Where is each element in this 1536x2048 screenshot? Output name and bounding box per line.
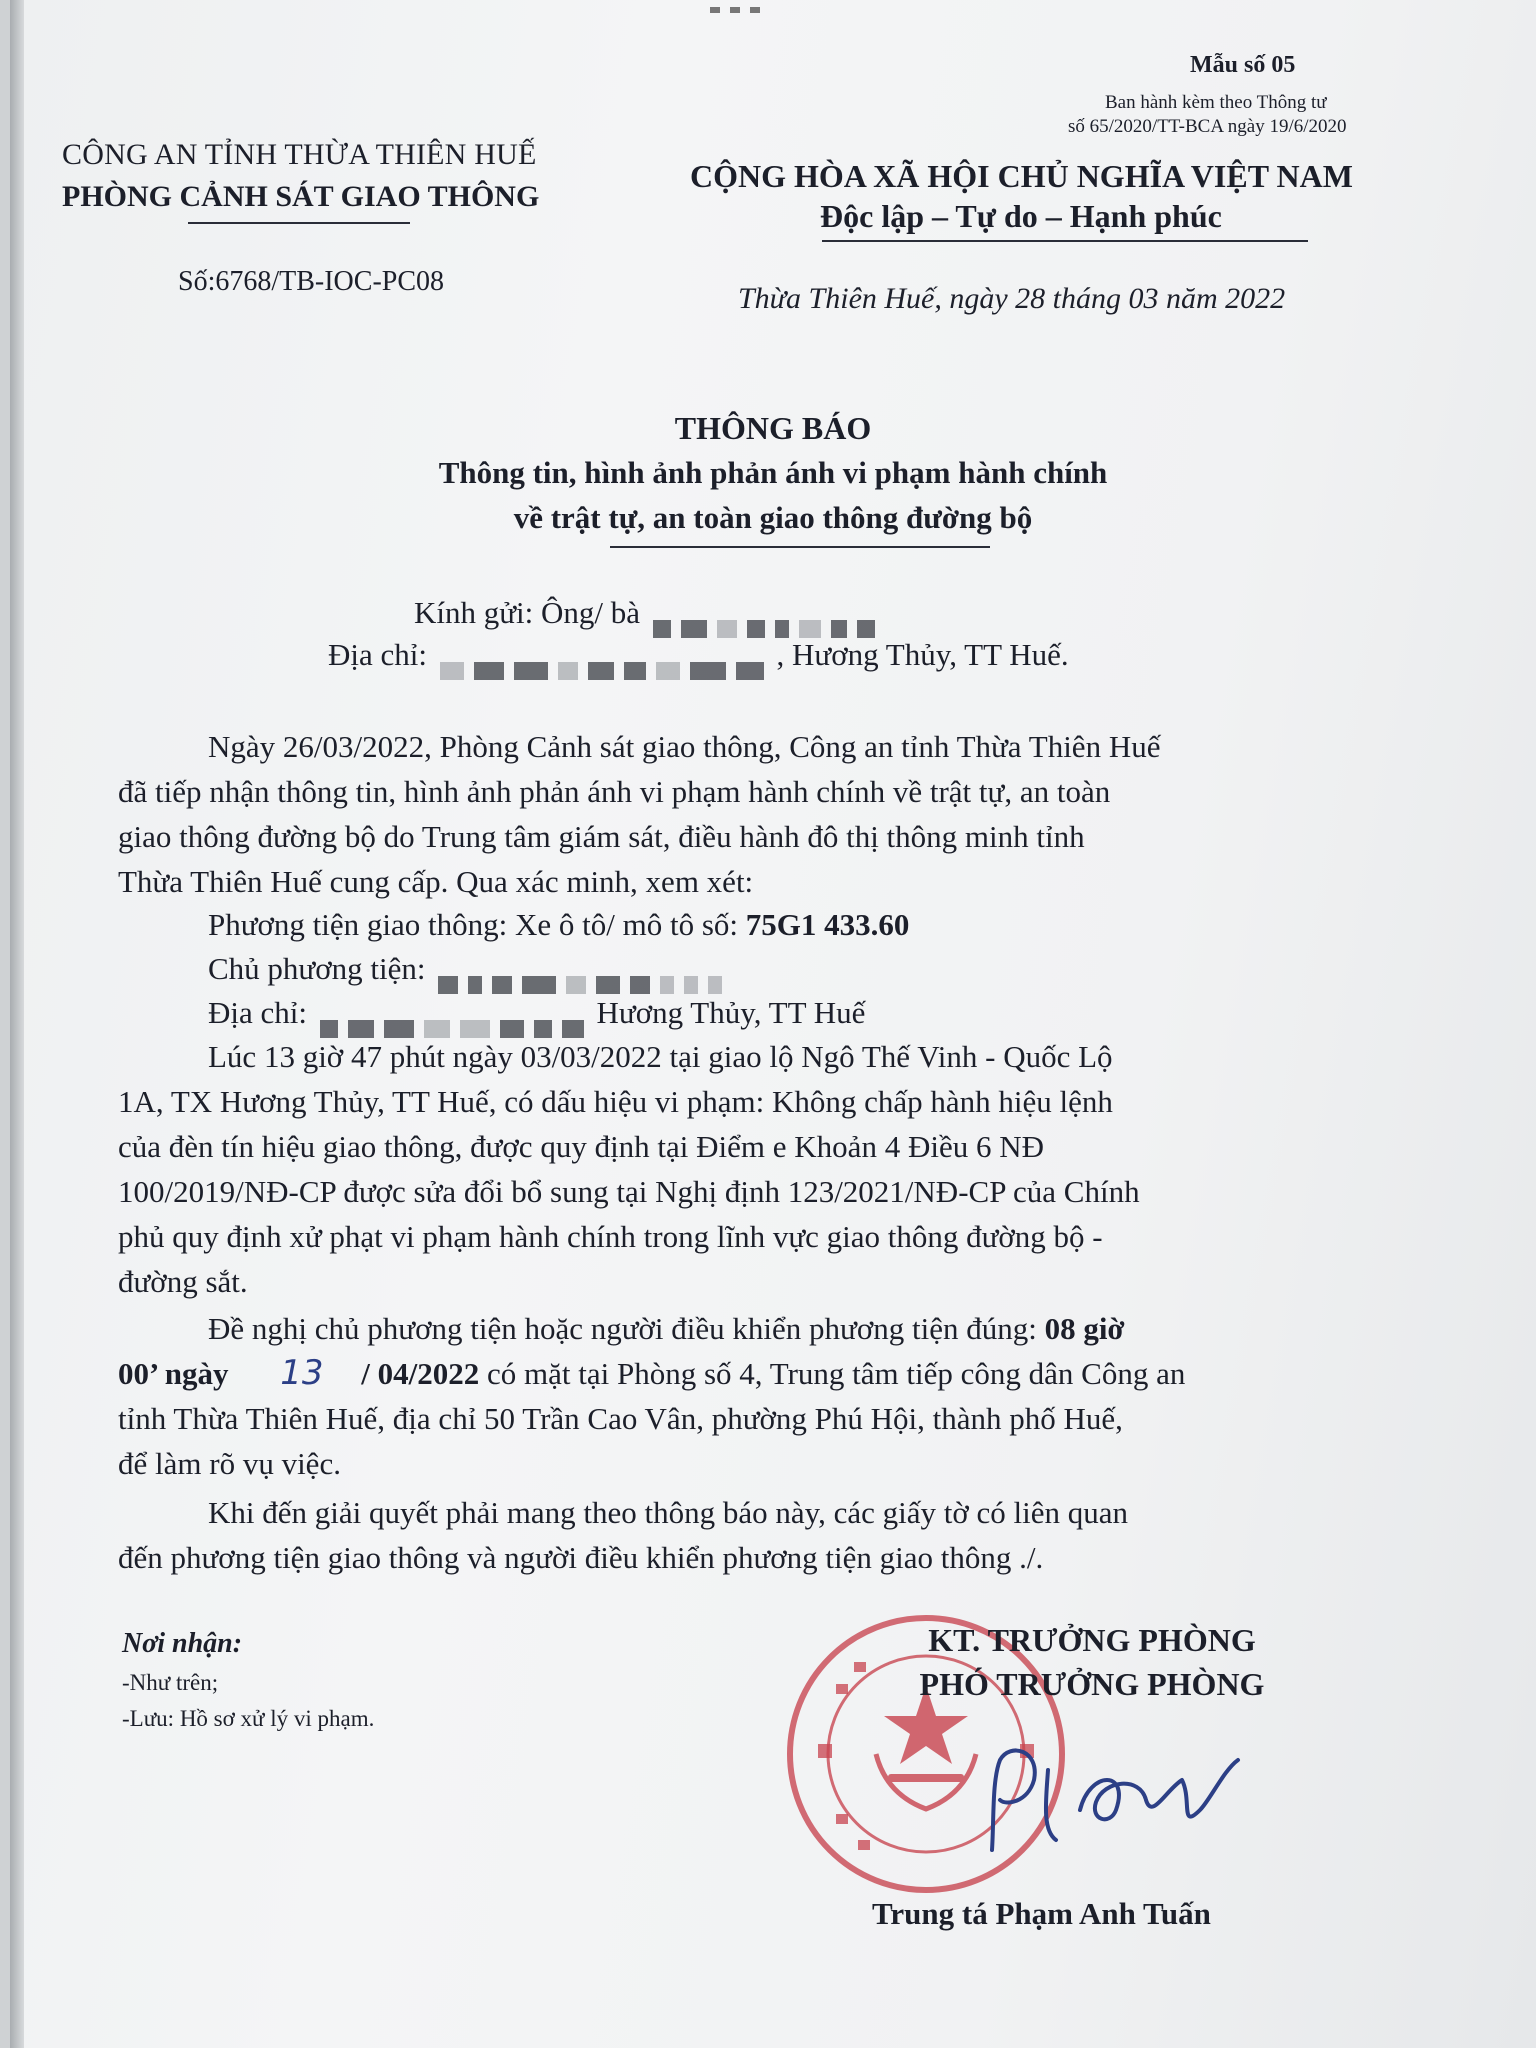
para4-line2: đến phương tiện giao thông và người điều khiển phương tiện giao thông ./.: [118, 1540, 1044, 1575]
para3-line2: [118, 1351, 1185, 1396]
document-subtitle-1: Thông tin, hình ảnh phản ánh vi phạm hành chính: [438, 455, 1108, 490]
para1-line4: Thừa Thiên Huế cung cấp. Qua xác minh, xem xét:: [118, 864, 754, 899]
agency-line1: CÔNG AN TỈNH THỪA THIÊN HUẾ: [62, 138, 537, 171]
handwritten-signature: [970, 1740, 1270, 1880]
agency-underline: [188, 222, 410, 224]
recipients-title: Nơi nhận:: [122, 1628, 243, 1659]
para3-line4: để làm rõ vụ việc.: [118, 1446, 341, 1481]
place-and-date: Thừa Thiên Huế, ngày 28 tháng 03 năm 2022: [738, 282, 1286, 315]
nation-title: CỘNG HÒA XÃ HỘI CHỦ NGHĨA VIỆT NAM: [690, 158, 1353, 194]
recipient-label: Kính gửi: Ông/ bà: [414, 595, 641, 630]
recipients-line2: -Lưu: Hồ sơ xử lý vi phạm.: [122, 1706, 375, 1731]
para3-line3: tỉnh Thừa Thiên Huế, địa chỉ 50 Trần Cao Vân, phường Phú Hội, thành phố Huế,: [118, 1401, 1123, 1436]
owner-address-row: [208, 990, 865, 1035]
motto-underline: [822, 240, 1308, 242]
signer-name: Trung tá Phạm Anh Tuấn: [872, 1896, 1211, 1931]
para1-line2: đã tiếp nhận thông tin, hình ảnh phản ánh vi phạm hành chính về trật tự, an toàn: [118, 774, 1111, 809]
agency-line2: PHÒNG CẢNH SÁT GIAO THÔNG: [62, 180, 540, 213]
para2-line4: 100/2019/NĐ-CP được sửa đổi bổ sung tại Nghị định 123/2021/NĐ-CP của Chính: [118, 1174, 1140, 1209]
appointment-time: 08 giờ: [1044, 1311, 1125, 1346]
owner-label: Chủ phương tiện:: [208, 951, 426, 986]
owner-address-suffix: Hương Thủy, TT Huế: [596, 995, 866, 1030]
owner-row: [208, 946, 727, 991]
recipient-name-row: [414, 590, 880, 635]
redacted-address: [435, 645, 769, 671]
signature-title-1: KT. TRƯỞNG PHÒNG: [928, 1622, 1256, 1658]
appointment-month-year: / 04/2022: [361, 1356, 480, 1391]
document-page: [10, 0, 1536, 2048]
top-punch-marks: [710, 0, 790, 8]
form-issued-line1: Ban hành kèm theo Thông tư: [1105, 92, 1327, 113]
vehicle-plate: 75G1 433.60: [745, 907, 910, 942]
para3-line1-text: Đề nghị chủ phương tiện hoặc người điều khiển phương tiện đúng:: [208, 1311, 1037, 1346]
para2-line6: đường sắt.: [118, 1264, 248, 1299]
para1-line1: Ngày 26/03/2022, Phòng Cảnh sát giao thông, Công an tỉnh Thừa Thiên Huế: [208, 729, 1161, 764]
redacted-name: [648, 603, 880, 629]
appointment-minutes-day: 00’ ngày: [118, 1356, 229, 1391]
document-number: Số:6768/TB-IOC-PC08: [178, 266, 445, 297]
recipient-address-label: Địa chỉ:: [328, 637, 427, 672]
para4-line1: Khi đến giải quyết phải mang theo thông báo này, các giấy tờ có liên quan: [208, 1495, 1129, 1530]
para2-line1: Lúc 13 giờ 47 phút ngày 03/03/2022 tại giao lộ Ngô Thế Vinh - Quốc Lộ: [208, 1039, 1113, 1074]
para2-line5: phủ quy định xử phạt vi phạm hành chính trong lĩnh vực giao thông đường bộ -: [118, 1219, 1103, 1254]
para1-line3: giao thông đường bộ do Trung tâm giám sát, điều hành đô thị thông minh tỉnh: [118, 819, 1085, 854]
form-issued-line2: số 65/2020/TT-BCA ngày 19/6/2020: [1068, 116, 1347, 137]
para2-line2: 1A, TX Hương Thủy, TT Huế, có dấu hiệu vi phạm: Không chấp hành hiệu lệnh: [118, 1084, 1113, 1119]
handwritten-day: 13: [280, 1353, 324, 1393]
vehicle-label: Phương tiện giao thông: Xe ô tô/ mô tô số:: [208, 907, 739, 942]
document-subtitle-2: về trật tự, an toàn giao thông đường bộ: [513, 500, 1033, 535]
para3-line2-text: có mặt tại Phòng số 4, Trung tâm tiếp công dân Công an: [487, 1356, 1186, 1391]
vehicle-row: [208, 902, 909, 947]
redacted-owner: [433, 959, 727, 985]
para2-line3: của đèn tín hiệu giao thông, được quy định tại Điểm e Khoản 4 Điều 6 NĐ: [118, 1129, 1044, 1164]
recipients-line1: -Như trên;: [122, 1670, 219, 1695]
owner-address-label: Địa chỉ:: [208, 995, 307, 1030]
nation-motto: Độc lập – Tự do – Hạnh phúc: [820, 198, 1222, 234]
title-underline: [610, 546, 990, 548]
document-title: THÔNG BÁO: [674, 410, 872, 446]
form-number: Mẫu số 05: [1190, 52, 1296, 78]
recipient-address-row: [328, 632, 1069, 677]
recipient-address-suffix: , Hương Thủy, TT Huế.: [776, 637, 1069, 672]
page-edge: [10, 0, 24, 2048]
para3-line1: [208, 1306, 1125, 1351]
redacted-owner-address: [315, 1003, 589, 1029]
signature-title-2: PHÓ TRƯỞNG PHÒNG: [919, 1666, 1265, 1702]
